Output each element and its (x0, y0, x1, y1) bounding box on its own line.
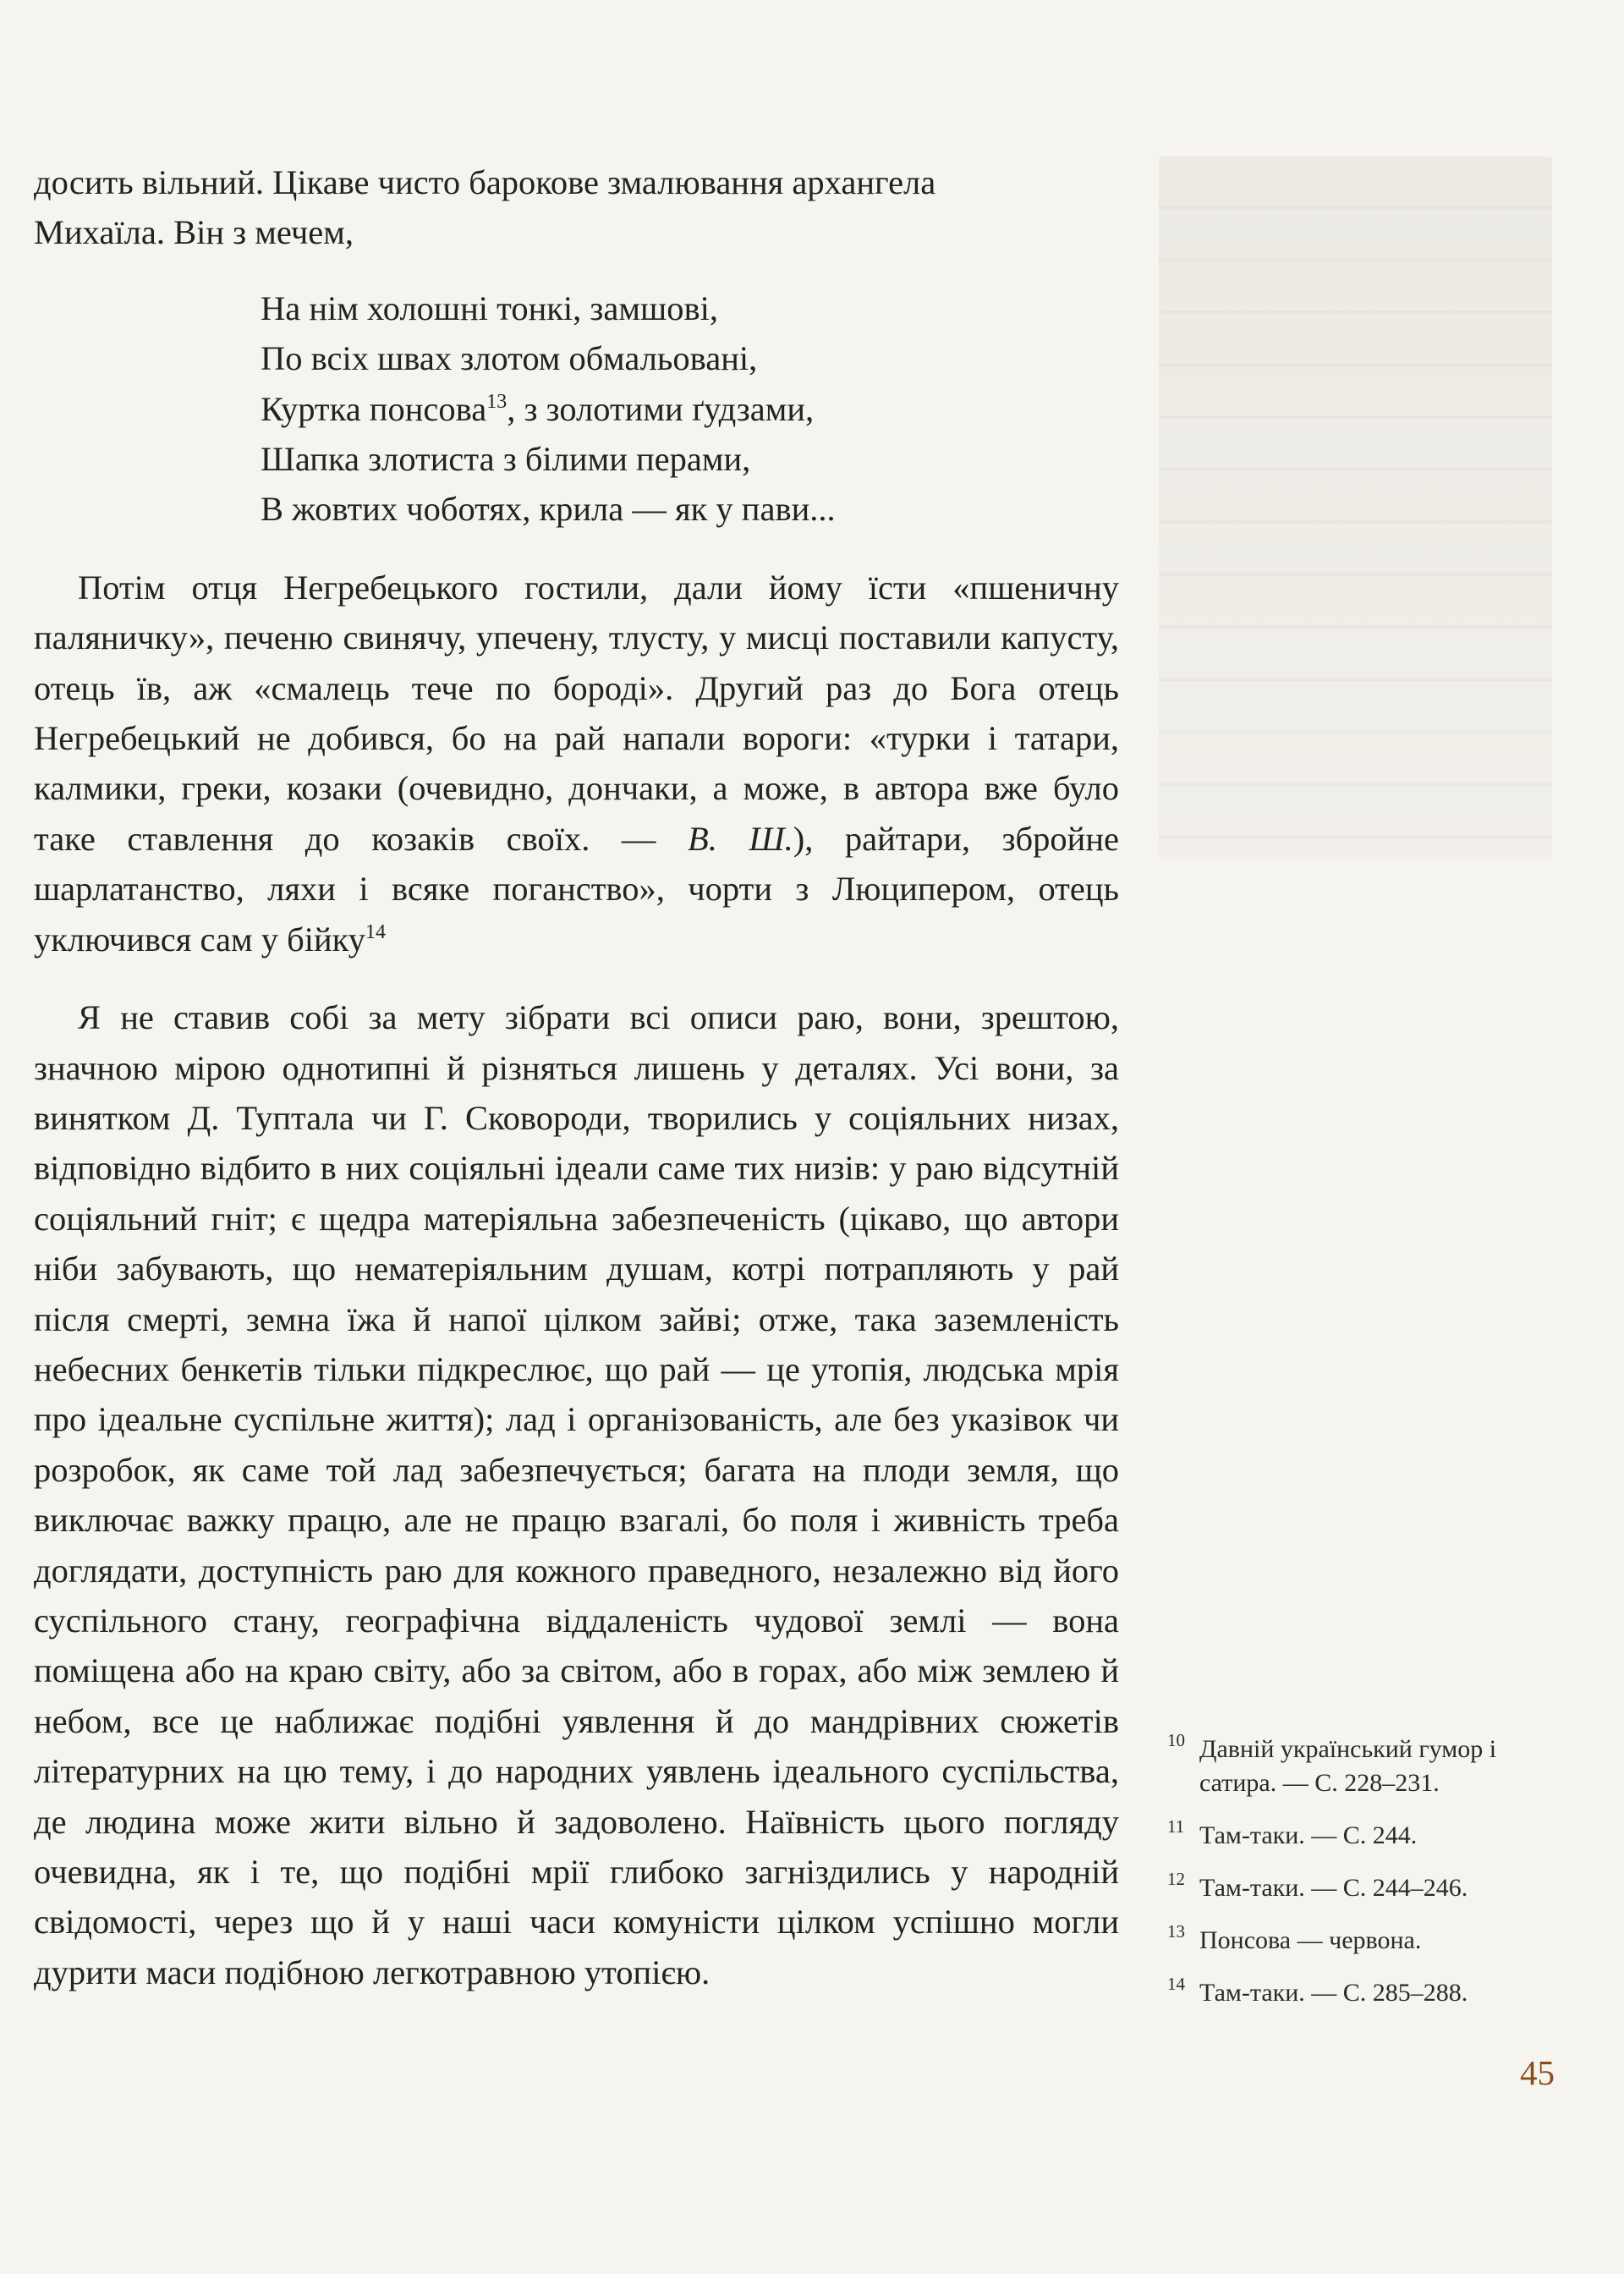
footnote-number: 12 (1167, 1869, 1185, 1889)
footnote-text: Там-таки. — С. 244–246. (1199, 1874, 1468, 1902)
footnote-text: Давній український гумор і сатира. — С. 228–231. (1199, 1735, 1497, 1797)
footnote-text: Понсова — червона. (1199, 1926, 1422, 1954)
poem-line: Шапка злотиста з білими перами, (261, 440, 751, 479)
poem-line: По всіх швах злотом обмальовані, (261, 339, 758, 378)
footnote (1167, 1816, 1573, 1853)
author-initials: В. Ш. (687, 819, 793, 858)
footnote-text: Там-таки. — С. 244. (1199, 1821, 1418, 1849)
poem-line-3-text: Куртка понсова (261, 389, 487, 428)
poem-line-3-tail: , з золотими ґудзами, (507, 389, 815, 428)
poem-quote (261, 283, 1119, 535)
paragraph-1-line-2: Михаїла. Він з мечем, (34, 213, 354, 252)
paragraph-2-end: ), райтари, збройне шарлатанство, ляхи і всяке поганство», чорти з Люципером, отець уключився сам у бійку (34, 819, 1119, 958)
footnote (1167, 1730, 1573, 1800)
footnote-ref-14: 14 (365, 920, 386, 943)
page-number: 45 (1520, 2053, 1555, 2092)
footnote-number: 10 (1167, 1730, 1185, 1750)
paragraph-2 (34, 563, 1119, 964)
show-through-texture (1159, 157, 1552, 859)
paragraph-2-start: Потім отця Негребецького гостили, дали йому їсти «пшеничну паляничку», печеню свинячу, упечену, тлусту, у мисці поставили капусту, отець їв, аж «смалець тече по бороді». Другий раз до Бога отець Негребецький не добився, бо на рай напали вороги: «турки і татари, калмики, греки, козаки (очевидно, дончаки, а може, в автора вже було таке ставлення до козаків своїх. — (34, 568, 1119, 858)
footnote-number: 13 (1167, 1921, 1185, 1942)
footnote (1167, 1976, 1573, 2010)
footnote-ref-13: 13 (486, 390, 508, 413)
poem-line: На нім холошні тонкі, замшові, (261, 288, 718, 327)
footnote-number: 14 (1167, 1974, 1185, 1994)
paragraph-3: Я не ставив собі за мету зібрати всі описи раю, вони, зрештою, значною мірою однотипні й різняться лишень у деталях. Усі вони, за винятком Д. Туптала чи Г. Сковороди, творились у соціяльних низах, відповідно відбито в них соціяльні ідеали саме тих низів: у раю відсутній соціяльний гніт; є щедра матеріяльна забезпеченість (цікаво, що автори ніби забувають, що нематеріяльним душам, котрі потрапляють у рай після смерті, земна їжа й напої цілком зайві; отже, така заземленість небесних бенкетів тільки підкреслює, що рай — це утопія, людська мрія про ідеальне суспільне життя); лад і організованість, але без указівок чи розробок, як саме той лад забезпечується; багата на плоди земля, що виключає важку працю, але не працю взагалі, бо поля і живність треба доглядати, доступність раю для кожного праведного, незалежно від його суспільного стану, географічна віддаленість чудової землі — вона поміщена або на краю світу, або за світом, або в горах, або між землею й небом, все це наближає подібні уявлення й до мандрівних сюжетів літературних на цю тему, і до народних уявлень ідеального суспільства, де людина може жити вільно й задоволено. Наївність цього погляду очевидна, як і те, що подібні мрії глибоко загніздились у народній свідомості, через що й у наші часи комуністи цілком успішно могли дурити маси подібною легкотравною утопією. (34, 998, 1119, 1991)
paragraph-1-line-1: досить вільний. Цікаве чисто барокове змалювання архангела (34, 163, 936, 201)
footnote-text: Там-таки. — С. 285–288. (1199, 1979, 1468, 2007)
footnote (1167, 1871, 1573, 1905)
paragraph-1 (34, 157, 1119, 258)
reverse-page-show-through (1159, 157, 1552, 859)
poem-line (261, 384, 1119, 434)
footnote-number: 11 (1167, 1816, 1185, 1837)
main-text-column (34, 157, 1119, 1997)
footnotes-column (1167, 1730, 1573, 2029)
poem-line: В жовтих чоботях, крила — як у пави... (261, 490, 836, 529)
footnote (1167, 1921, 1573, 1958)
